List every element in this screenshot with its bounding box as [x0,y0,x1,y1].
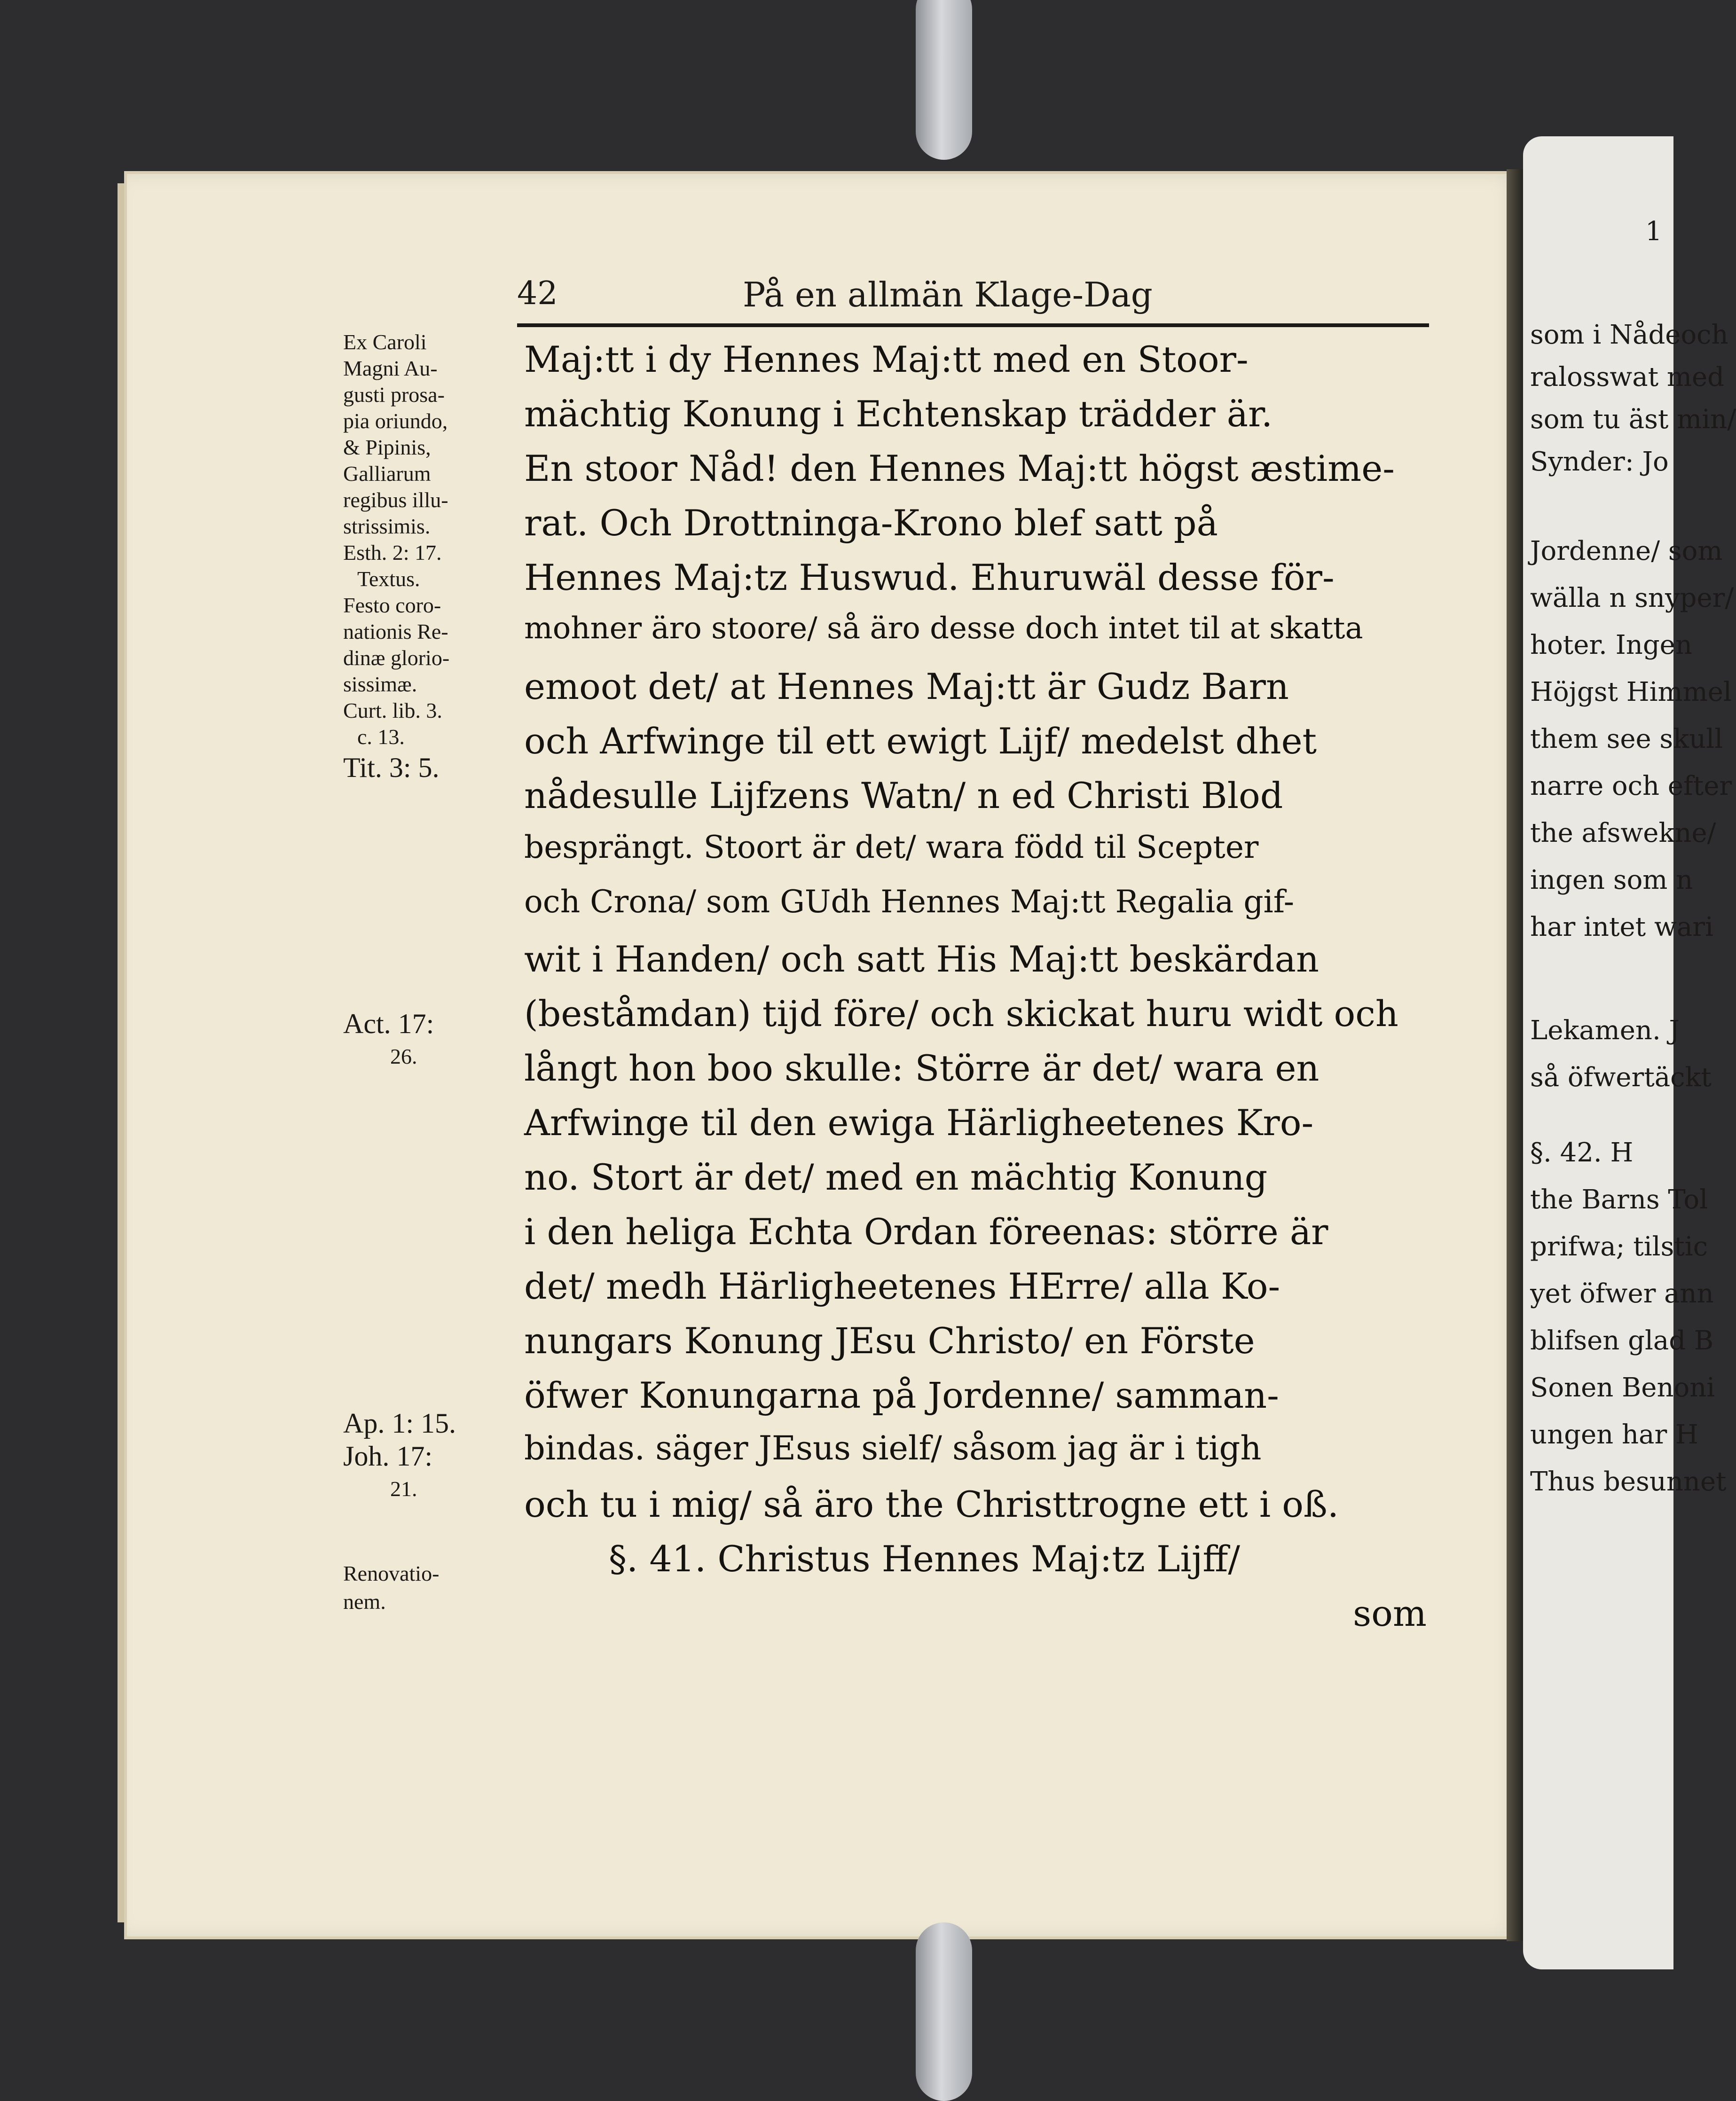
facing-page-line: prifwa; tilstic [1530,1231,1708,1262]
margin-note: 26. [390,1044,417,1068]
margin-note: Ex Caroli [343,330,427,354]
facing-page-line: them see skull [1530,724,1723,754]
margin-note: Curt. lib. 3. [343,698,442,722]
facing-page-line: ralosswat med [1530,362,1724,392]
margin-note: Magni Au- [343,356,438,380]
catchword: som [1353,1592,1427,1634]
facing-page-line: ungen har H [1530,1419,1698,1450]
page-clip-top [916,0,972,160]
text-line: Maj:tt i dy Hennes Maj:tt med en Stoor- [524,338,1249,380]
facing-page-line: the afswekne/ [1530,818,1716,848]
facing-page-line: Höjgst Himmel [1530,677,1732,707]
facing-page-line: Jordenne/ som [1530,536,1723,566]
text-line: och Arfwinge til ett ewigt Lijf/ medelst dhet [524,720,1317,762]
text-line: i den heliga Echta Ordan föreenas: större är [524,1211,1328,1253]
facing-page-line: the Barns Tol [1530,1184,1708,1215]
text-line: emoot det/ at Hennes Maj:tt är Gudz Barn [524,666,1289,707]
text-line: wit i Handen/ och satt His Maj:tt beskärdan [524,938,1319,980]
margin-note: dinæ glorio- [343,646,450,670]
margin-note: & Pipinis, [343,435,431,459]
facing-page-line: yet öfwer ann [1530,1278,1714,1309]
text-line: långt hon boo skulle: Större är det/ wara en [524,1047,1320,1089]
margin-note: sissimæ. [343,672,417,696]
text-line: och tu i mig/ så äro the Christtrogne ett i oß. [524,1483,1339,1525]
margin-note: nationis Re- [343,619,448,643]
text-line: no. Stort är det/ med en mächtig Konung [524,1156,1268,1198]
margin-note: Textus. [357,567,420,591]
page-number: 42 [517,275,558,312]
text-line: öfwer Konungarna på Jordenne/ samman- [524,1374,1279,1416]
margin-note: Festo coro- [343,593,441,617]
facing-page-line: som i Nådeoch [1530,320,1728,350]
text-line: (beståmdan) tijd före/ och skickat huru widt och [524,993,1398,1035]
text-line: nådesulle Lijfzens Watn/ n ed Christi Blod [524,775,1283,816]
text-line: det/ medh Härligheetenes HErre/ alla Ko- [524,1265,1280,1307]
margin-note: Joh. 17: [343,1441,433,1472]
margin-note: c. 13. [357,725,405,749]
facing-page-line: §. 42. H [1530,1137,1634,1168]
margin-note: nem. [343,1590,386,1614]
text-line: Arfwinge til den ewiga Härligheetenes Kro- [524,1102,1314,1144]
text-line: mohner äro stoore/ så äro desse doch intet til at skatta [524,611,1363,646]
text-line: §. 41. Christus Hennes Maj:tz Lijff/ [609,1538,1240,1580]
text-line: En stoor Nåd! den Hennes Maj:tt högst æstime- [524,447,1395,489]
text-line: besprängt. Stoort är det/ wara född til Scepter [524,829,1259,865]
facing-page-line: har intet wari [1530,912,1713,942]
margin-note: Act. 17: [343,1008,434,1039]
facing-page-line: som tu äst min/ [1530,404,1736,435]
text-line: mächtig Konung i Echtenskap trädder är. [524,393,1273,435]
margin-note: Ap. 1: 15. [343,1408,456,1439]
facing-page-line: hoter. Ingen [1530,630,1692,660]
facing-page-line: Lekamen. J [1530,1015,1680,1046]
margin-note: strissimis. [343,514,431,538]
text-line: Hennes Maj:tz Huswud. Ehuruwäl desse för- [524,557,1335,598]
facing-page-line: Thus besunnet [1530,1466,1727,1497]
margin-note: regibus illu- [343,488,448,512]
margin-note: gusti prosa- [343,383,445,407]
facing-page-line: ingen som n [1530,865,1693,895]
header-rule [517,323,1429,327]
text-line: och Crona/ som GUdh Hennes Maj:tt Regalia gif- [524,884,1295,920]
margin-note: Galliarum [343,462,431,486]
running-head [517,275,1429,317]
facing-page-number: 1 [1645,216,1662,247]
margin-note: pia oriundo, [343,409,448,433]
page-clip-bottom [916,1922,972,2101]
margin-note: Tit. 3: 5. [343,752,440,783]
book-gutter [1507,169,1525,1941]
text-line: rat. Och Drottninga-Krono blef satt på [524,502,1218,544]
margin-note: Renovatio- [343,1561,440,1585]
running-title: På en allmän Klage-Dag [743,275,1153,314]
margin-note: Esth. 2: 17. [343,541,442,564]
margin-note: 21. [390,1477,417,1501]
facing-page-line: Sonen Benoni [1530,1372,1715,1403]
facing-page-line: så öfwertäckt [1530,1062,1712,1093]
facing-page-line: blifsen glad B [1530,1325,1714,1356]
facing-page-line: Synder: Jo [1530,447,1669,477]
text-line: nungars Konung JEsu Christo/ en Förste [524,1320,1255,1362]
facing-page-line: narre och efter [1530,771,1732,801]
text-line: bindas. säger JEsus sielf/ såsom jag är i tigh [524,1429,1262,1467]
facing-page-line: wälla n snyper/ [1530,583,1734,613]
